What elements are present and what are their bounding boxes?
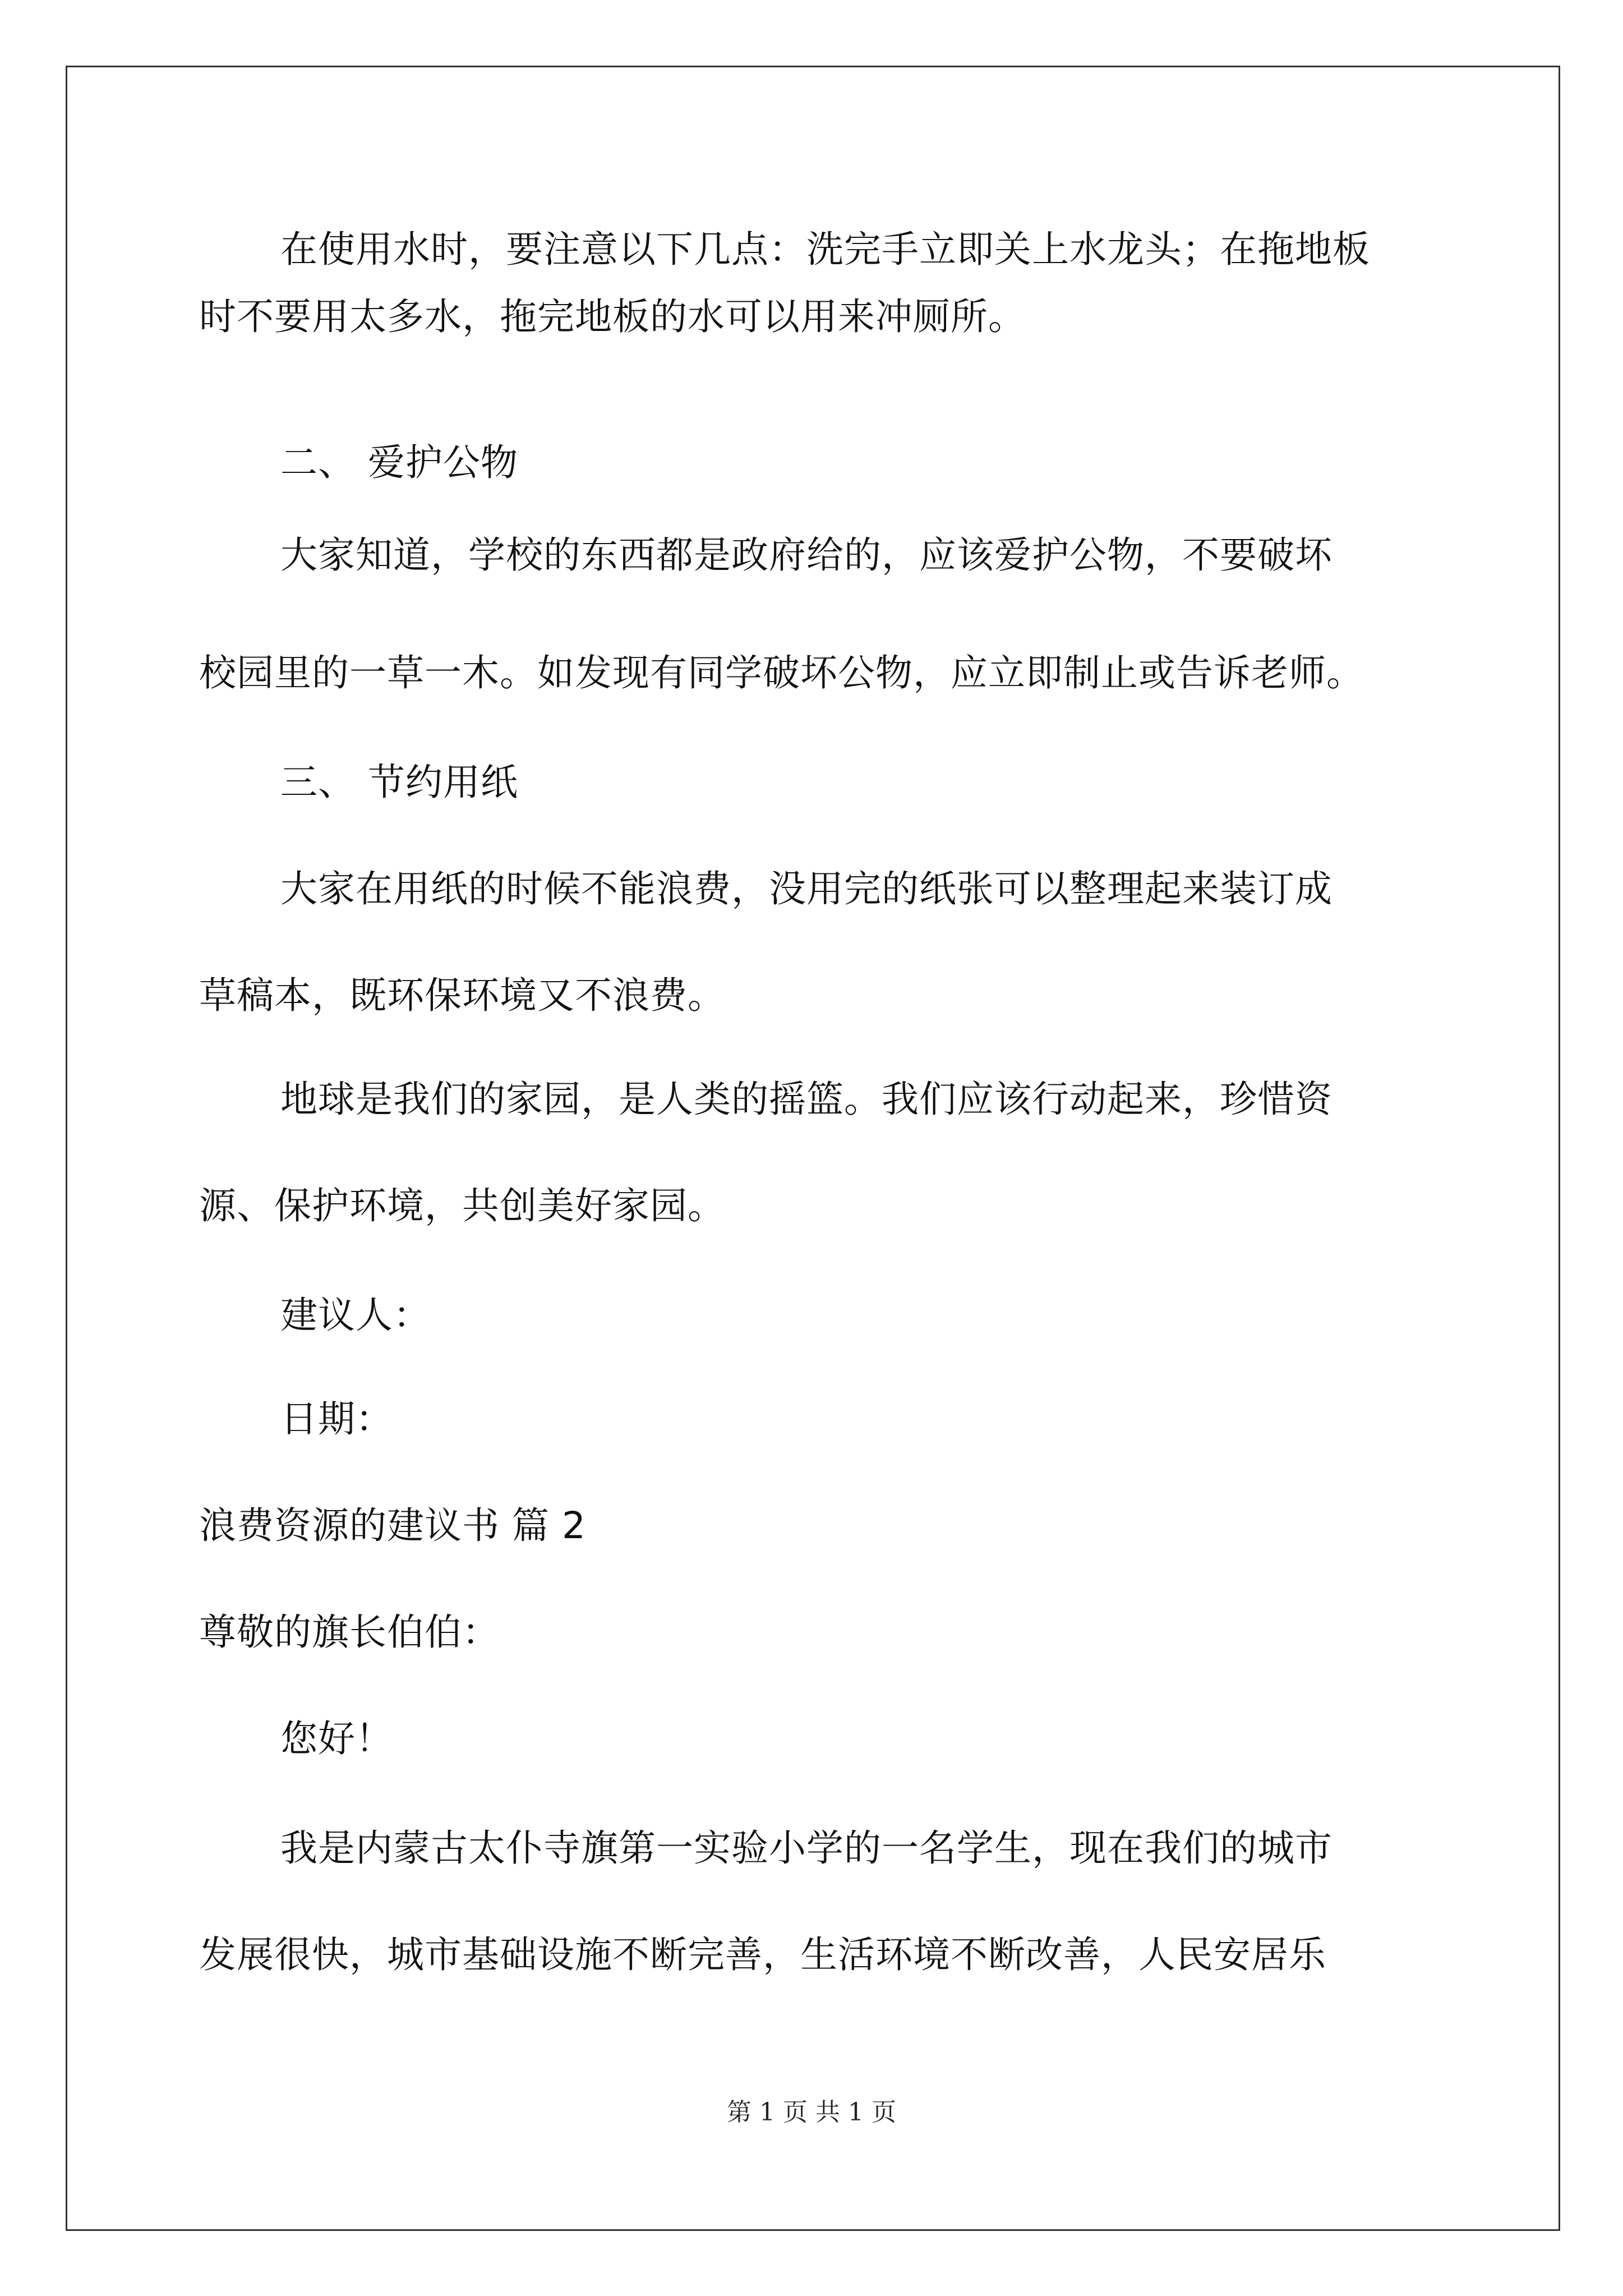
paragraph-line: 地球是我们的家园，是人类的摇篮。我们应该行动起来，珍惜资 <box>280 1078 1332 1121</box>
paragraph-line: 发展很快，城市基础设施不断完善，生活环境不断改善，人民安居乐 <box>199 1933 1326 1976</box>
paragraph-line: 在使用水时，要注意以下几点：洗完手立即关上水龙头；在拖地板 <box>280 228 1370 271</box>
paragraph-line: 大家知道，学校的东西都是政府给的，应该爱护公物，不要破坏 <box>280 533 1332 577</box>
paragraph-line: 大家在用纸的时候不能浪费，没用完的纸张可以整理起来装订成 <box>280 867 1332 910</box>
section-heading: 三、 节约用纸 <box>280 761 518 804</box>
paragraph-line: 源、保护环境，共创美好家园。 <box>199 1184 725 1227</box>
paragraph-line: 校园里的一草一木。如发现有同学破坏公物，应立即制止或告诉老师。 <box>199 651 1364 694</box>
salutation: 尊敬的旗长伯伯： <box>199 1611 500 1654</box>
document-title: 浪费资源的建议书 篇 2 <box>199 1504 586 1547</box>
page-border <box>66 66 1560 2231</box>
proposer-label: 建议人： <box>280 1294 431 1337</box>
paragraph-line: 草稿本，既环保环境又不浪费。 <box>199 974 725 1017</box>
paragraph-line: 时不要用太多水，拖完地板的水可以用来冲厕所。 <box>199 295 1026 338</box>
page-footer: 第 1 页 共 1 页 <box>727 2098 896 2127</box>
paragraph-line: 我是内蒙古太仆寺旗第一实验小学的一名学生，现在我们的城市 <box>280 1826 1332 1870</box>
section-heading: 二、 爱护公物 <box>280 441 518 484</box>
greeting: 您好！ <box>280 1717 393 1760</box>
date-label: 日期： <box>280 1397 393 1441</box>
